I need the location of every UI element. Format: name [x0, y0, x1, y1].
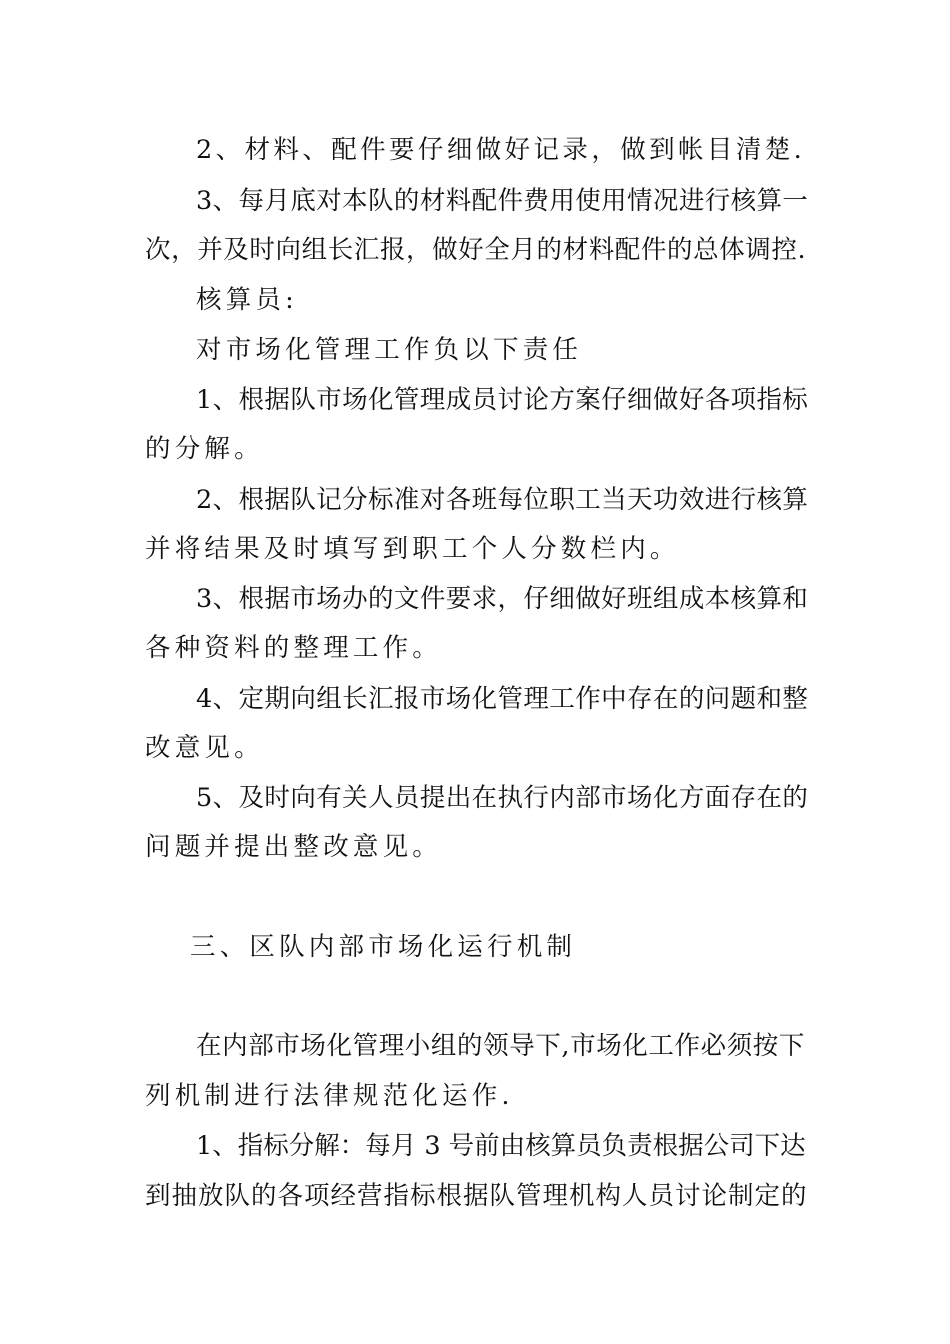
- paragraph-item-2-line-2: 并将结果及时填写到职工个人分数栏内。: [145, 534, 680, 564]
- paragraph-monthly-accounting-line-2: 次，并及时向组长汇报，做好全月的材料配件的总体调控.: [145, 235, 807, 265]
- paragraph-item-4-line-2: 改意见。: [145, 733, 264, 763]
- paragraph-item-1-line-2: 的分解。: [145, 434, 264, 464]
- paragraph-item-1-line-1: 1、根据队市场化管理成员讨论方案仔细做好各项指标: [196, 385, 809, 415]
- section-heading-3: 三、区队内部市场化运行机制: [190, 932, 577, 962]
- section-label-accountant: 核算员:: [196, 285, 298, 315]
- paragraph-mechanism-intro-line-2: 列机制进行法律规范化运作.: [145, 1081, 514, 1111]
- paragraph-indicator-breakdown-line-1: 1、指标分解：每月 3 号前由核算员负责根据公司下达: [196, 1131, 806, 1161]
- paragraph-material-records: 2、材料、配件要仔细做好记录，做到帐目清楚.: [196, 135, 806, 165]
- paragraph-monthly-accounting-line-1: 3、每月底对本队的材料配件费用使用情况进行核算一: [196, 186, 809, 216]
- paragraph-item-5-line-2: 问题并提出整改意见。: [145, 832, 443, 862]
- paragraph-item-4-line-1: 4、定期向组长汇报市场化管理工作中存在的问题和整: [196, 684, 809, 714]
- paragraph-item-3-line-1: 3、根据市场办的文件要求，仔细做好班组成本核算和: [196, 584, 809, 614]
- paragraph-mechanism-intro-line-1: 在内部市场化管理小组的领导下,市场化工作必须按下: [196, 1031, 806, 1061]
- paragraph-item-3-line-2: 各种资料的整理工作。: [145, 633, 443, 663]
- paragraph-item-5-line-1: 5、及时向有关人员提出在执行内部市场化方面存在的: [196, 783, 809, 813]
- paragraph-responsibility-intro: 对市场化管理工作负以下责任: [196, 335, 583, 365]
- paragraph-indicator-breakdown-line-2: 到抽放队的各项经营指标根据队管理机构人员讨论制定的: [145, 1181, 808, 1211]
- paragraph-item-2-line-1: 2、根据队记分标准对各班每位职工当天功效进行核算: [196, 485, 809, 515]
